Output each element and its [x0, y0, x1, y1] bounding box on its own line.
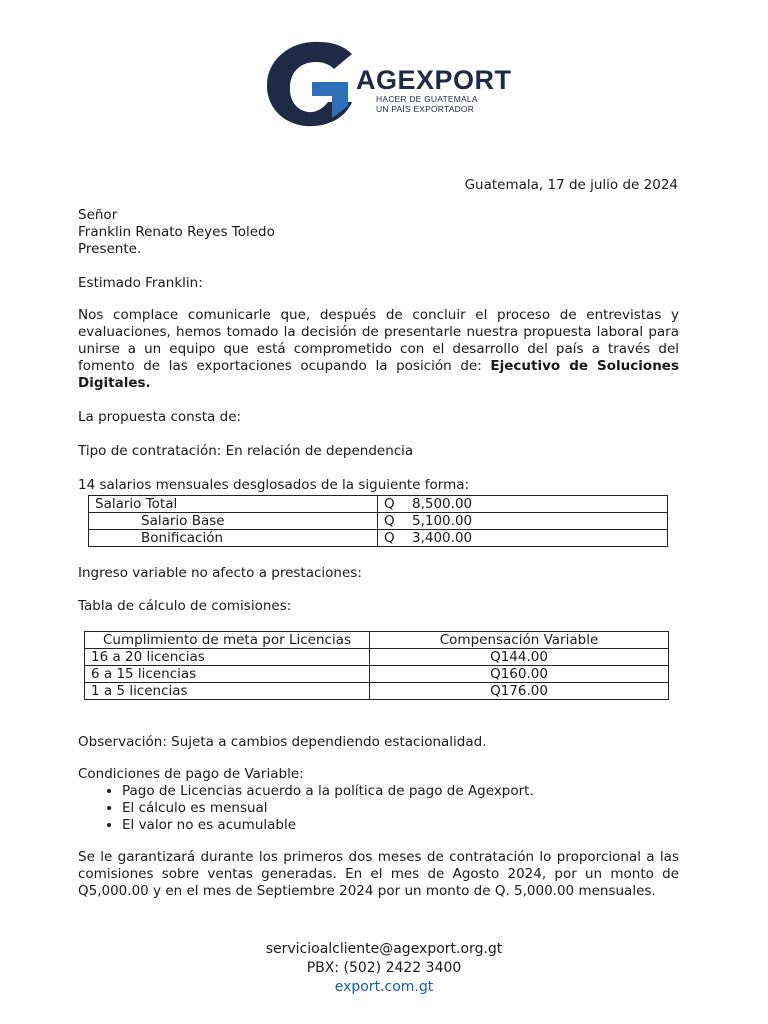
salary-amount: 5,100.00 [406, 513, 668, 530]
intro-paragraph [78, 307, 679, 392]
recipient-block [78, 207, 275, 258]
variable-heading: Ingreso variable no afecto a prestaciones: [78, 565, 362, 581]
list-item: • Pago de Licencias acuerdo a la política de pago de Agexport. [122, 783, 534, 800]
list-item: • El cálculo es mensual [122, 800, 534, 817]
tagline-line-2: UN PAÍS EXPORTADOR [376, 104, 475, 114]
salary-currency: Q [378, 513, 407, 530]
commission-amount: Q160.00 [370, 666, 669, 683]
table-row [85, 666, 669, 683]
commission-heading: Tabla de cálculo de comisiones: [78, 598, 292, 614]
salary-amount: 3,400.00 [406, 530, 668, 547]
table-header: Compensación Variable [370, 632, 669, 649]
table-header-row [85, 632, 669, 649]
recipient-presente: Presente. [78, 241, 142, 257]
table-header: Cumplimiento de meta por Licencias [85, 632, 370, 649]
list-item: • El valor no es acumulable [122, 817, 534, 834]
footer [0, 940, 768, 997]
conditions-list [78, 783, 534, 834]
salary-amount: 8,500.00 [406, 496, 668, 513]
salary-concept: Salario Base [89, 513, 378, 530]
commission-amount: Q176.00 [370, 683, 669, 700]
commission-range: 16 a 20 licencias [85, 649, 370, 666]
tagline-line-1: HACER DE GUATEMALA [376, 94, 478, 104]
commission-range: 1 a 5 licencias [85, 683, 370, 700]
footer-website-link[interactable]: export.com.gt [334, 979, 434, 995]
table-row [89, 530, 668, 547]
brand-name: AGEXPORT [356, 65, 512, 95]
proposal-heading: La propuesta consta de: [78, 409, 242, 425]
table-row [85, 649, 669, 666]
observation: Observación: Sujeta a cambios dependiendo estacionalidad. [78, 734, 487, 750]
logo-text [356, 66, 512, 114]
commission-amount: Q144.00 [370, 649, 669, 666]
contract-type: Tipo de contratación: En relación de dependencia [78, 443, 414, 459]
greeting: Estimado Franklin: [78, 275, 203, 291]
table-row [85, 683, 669, 700]
table-row [89, 513, 668, 530]
salary-concept: Bonificación [89, 530, 378, 547]
conditions-heading: Condiciones de pago de Variable: [78, 766, 304, 782]
footer-email[interactable]: servicioalcliente@agexport.org.gt [265, 941, 503, 957]
salary-table [88, 495, 668, 547]
salaries-heading: 14 salarios mensuales desglosados de la siguiente forma: [78, 477, 470, 493]
commission-table [84, 631, 669, 700]
recipient-name: Franklin Renato Reyes Toledo [78, 224, 275, 240]
date-line: Guatemala, 17 de julio de 2024 [464, 177, 678, 193]
salary-currency: Q [378, 496, 407, 513]
position-name: Ejecutivo de Soluciones Digitales. [78, 358, 679, 391]
conditions-block [78, 766, 534, 834]
salary-concept: Salario Total [89, 496, 378, 513]
agexport-g-mark-icon [262, 38, 362, 130]
intro-text: Nos complace comunicarle que, después de concluir el proceso de entrevistas y evaluaciones, hemos tomado la decisión de presentarle nuestra propuesta laboral para unirse a un equipo que está comprometido con el desarrollo del país a través del fomento de las exportaciones ocupando la posición de: [78, 307, 679, 374]
footer-pbx: PBX: (502) 2422 3400 [306, 960, 462, 976]
guarantee-paragraph: Se le garantizará durante los primeros dos meses de contratación lo proporcional a las comisiones sobre ventas generadas. En el mes de Agosto 2024, por un monto de Q5,000.00 y en el mes de Septiembre 2024 por un monto de Q. 5,000.00 mensuales. [78, 849, 679, 899]
table-row [89, 496, 668, 513]
commission-range: 6 a 15 licencias [85, 666, 370, 683]
salary-currency: Q [378, 530, 407, 547]
recipient-title: Señor [78, 207, 118, 223]
